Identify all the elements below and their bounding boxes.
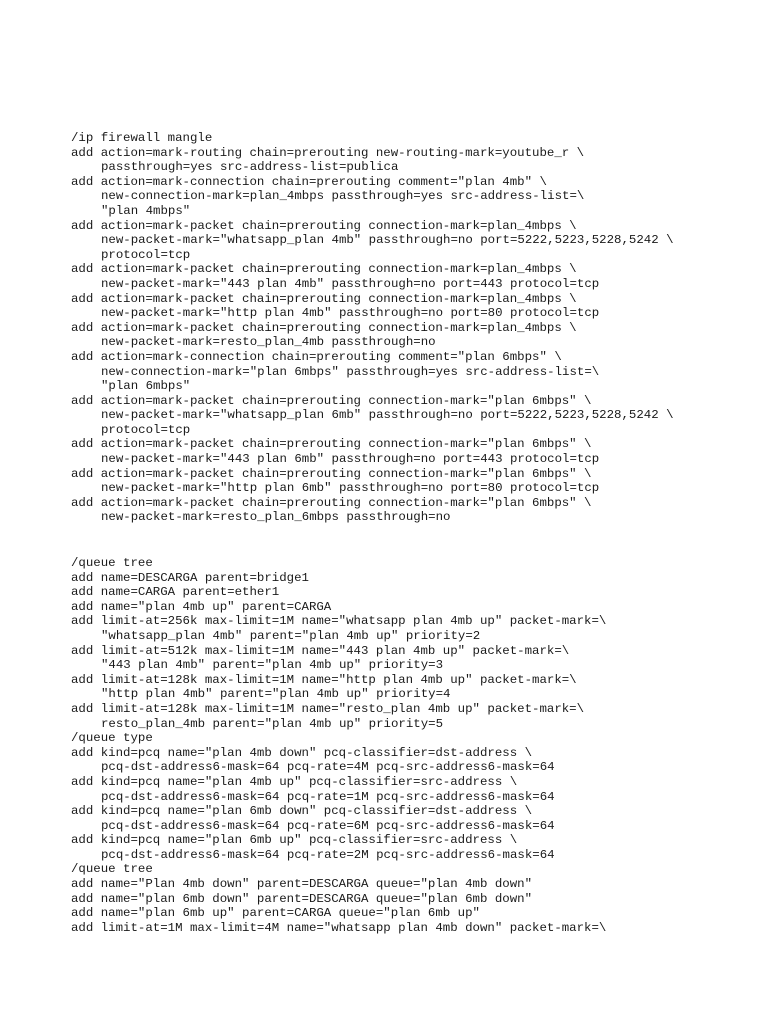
mangle-code-line: add action=mark-connection chain=prerouting comment="plan 4mb" \ xyxy=(71,174,547,189)
queue-code-line: add limit-at=1M max-limit=4M name="whatsapp plan 4mb down" packet-mark=\ xyxy=(71,920,607,935)
queue-code-line: add kind=pcq name="plan 6mb up" pcq-classifier=src-address \ xyxy=(71,833,518,848)
queue-code-line: /queue tree xyxy=(71,556,153,570)
queue-code-line: pcq-dst-address6-mask=64 pcq-rate=1M pcq-src-address6-mask=64 xyxy=(101,789,555,804)
queue-code-line: pcq-dst-address6-mask=64 pcq-rate=2M pcq-src-address6-mask=64 xyxy=(101,847,555,862)
mangle-code-line: new-packet-mark="443 plan 6mb" passthrough=no port=443 protocol=tcp xyxy=(101,452,600,467)
queue-code-line: add limit-at=256k max-limit=1M name="whatsapp plan 4mb up" packet-mark=\ xyxy=(71,614,607,629)
mangle-code-line: protocol=tcp xyxy=(101,247,191,262)
queue-code-line: /queue tree xyxy=(71,862,153,877)
mangle-code-line: new-connection-mark="plan 6mbps" passthrough=yes src-address-list=\ xyxy=(101,364,600,379)
queue-code-line: "whatsapp_plan 4mb" parent="plan 4mb up" priority=2 xyxy=(101,628,481,643)
queue-code-line: pcq-dst-address6-mask=64 pcq-rate=6M pcq-src-address6-mask=64 xyxy=(101,818,555,833)
mangle-code-line: new-packet-mark=resto_plan_4mb passthrough=no xyxy=(101,335,436,350)
mangle-code-line: add action=mark-packet chain=prerouting connection-mark="plan 6mbps" \ xyxy=(71,437,592,452)
mangle-code-line: /ip firewall mangle xyxy=(71,131,213,145)
queue-code-line: add kind=pcq name="plan 6mb down" pcq-classifier=dst-address \ xyxy=(71,804,533,819)
queue-code-line: add kind=pcq name="plan 4mb down" pcq-classifier=dst-address \ xyxy=(71,745,533,760)
mangle-code-line: add action=mark-packet chain=prerouting connection-mark="plan 6mbps" \ xyxy=(71,393,592,408)
queue-code-line: add kind=pcq name="plan 4mb up" pcq-classifier=src-address \ xyxy=(71,774,518,789)
queue-code-line: add limit-at=128k max-limit=1M name="http plan 4mb up" packet-mark=\ xyxy=(71,672,577,687)
queue-code-line: add name="Plan 4mb down" parent=DESCARGA queue="plan 4mb down" xyxy=(71,877,533,892)
mangle-code-line: passthrough=yes src-address-list=publica xyxy=(101,160,399,175)
queue-code-line: resto_plan_4mb parent="plan 4mb up" priority=5 xyxy=(101,716,444,731)
mangle-code-line: new-packet-mark="http plan 6mb" passthrough=no port=80 protocol=tcp xyxy=(101,481,600,496)
mangle-code-line: new-packet-mark="http plan 4mb" passthrough=no port=80 protocol=tcp xyxy=(101,306,600,321)
mangle-code-line: add action=mark-packet chain=prerouting connection-mark=plan_4mbps \ xyxy=(71,320,577,335)
mangle-code-line: "plan 4mbps" xyxy=(101,203,191,218)
firewall-mangle-code-block xyxy=(71,131,731,525)
mangle-code-line: new-packet-mark="443 plan 4mb" passthrough=no port=443 protocol=tcp xyxy=(101,276,600,291)
mangle-code-line: "plan 6mbps" xyxy=(101,379,191,394)
mangle-code-line: add action=mark-packet chain=prerouting connection-mark="plan 6mbps" \ xyxy=(71,466,592,481)
queue-code-line: /queue type xyxy=(71,731,153,746)
mangle-code-line: new-connection-mark=plan_4mbps passthrough=yes src-address-list=\ xyxy=(101,189,585,204)
mangle-code-line: add action=mark-packet chain=prerouting connection-mark=plan_4mbps \ xyxy=(71,218,577,233)
mangle-code-line: new-packet-mark="whatsapp_plan 4mb" passthrough=no port=5222,5223,5228,5242 \ xyxy=(101,233,674,248)
queue-code-line: "http plan 4mb" parent="plan 4mb up" priority=4 xyxy=(101,687,451,702)
mangle-code-line: new-packet-mark=resto_plan_6mbps passthrough=no xyxy=(101,510,451,525)
queue-code-line: "443 plan 4mb" parent="plan 4mb up" priority=3 xyxy=(101,658,444,673)
mangle-code-line: protocol=tcp xyxy=(101,422,191,437)
queue-code-line: add name="plan 4mb up" parent=CARGA xyxy=(71,599,332,614)
mangle-code-line: add action=mark-packet chain=prerouting connection-mark=plan_4mbps \ xyxy=(71,291,577,306)
mangle-code-line: add action=mark-routing chain=prerouting new-routing-mark=youtube_r \ xyxy=(71,145,585,160)
queue-code-line: add limit-at=512k max-limit=1M name="443 plan 4mb up" packet-mark=\ xyxy=(71,643,570,658)
queue-config-code-block xyxy=(71,556,731,935)
queue-code-line: add name=DESCARGA parent=bridge1 xyxy=(71,570,309,585)
mangle-code-line: new-packet-mark="whatsapp_plan 6mb" passthrough=no port=5222,5223,5228,5242 \ xyxy=(101,408,674,423)
queue-code-line: add name="plan 6mb up" parent=CARGA queue="plan 6mb up" xyxy=(71,906,480,921)
queue-code-line: pcq-dst-address6-mask=64 pcq-rate=4M pcq-src-address6-mask=64 xyxy=(101,760,555,775)
queue-code-line: add name="plan 6mb down" parent=DESCARGA queue="plan 6mb down" xyxy=(71,891,533,906)
queue-code-line: add limit-at=128k max-limit=1M name="resto_plan 4mb up" packet-mark=\ xyxy=(71,701,585,716)
mangle-code-line: add action=mark-connection chain=prerouting comment="plan 6mbps" \ xyxy=(71,349,562,364)
mangle-code-line: add action=mark-packet chain=prerouting connection-mark=plan_4mbps \ xyxy=(71,262,577,277)
mangle-code-line: add action=mark-packet chain=prerouting connection-mark="plan 6mbps" \ xyxy=(71,495,592,510)
queue-code-line: add name=CARGA parent=ether1 xyxy=(71,585,280,600)
